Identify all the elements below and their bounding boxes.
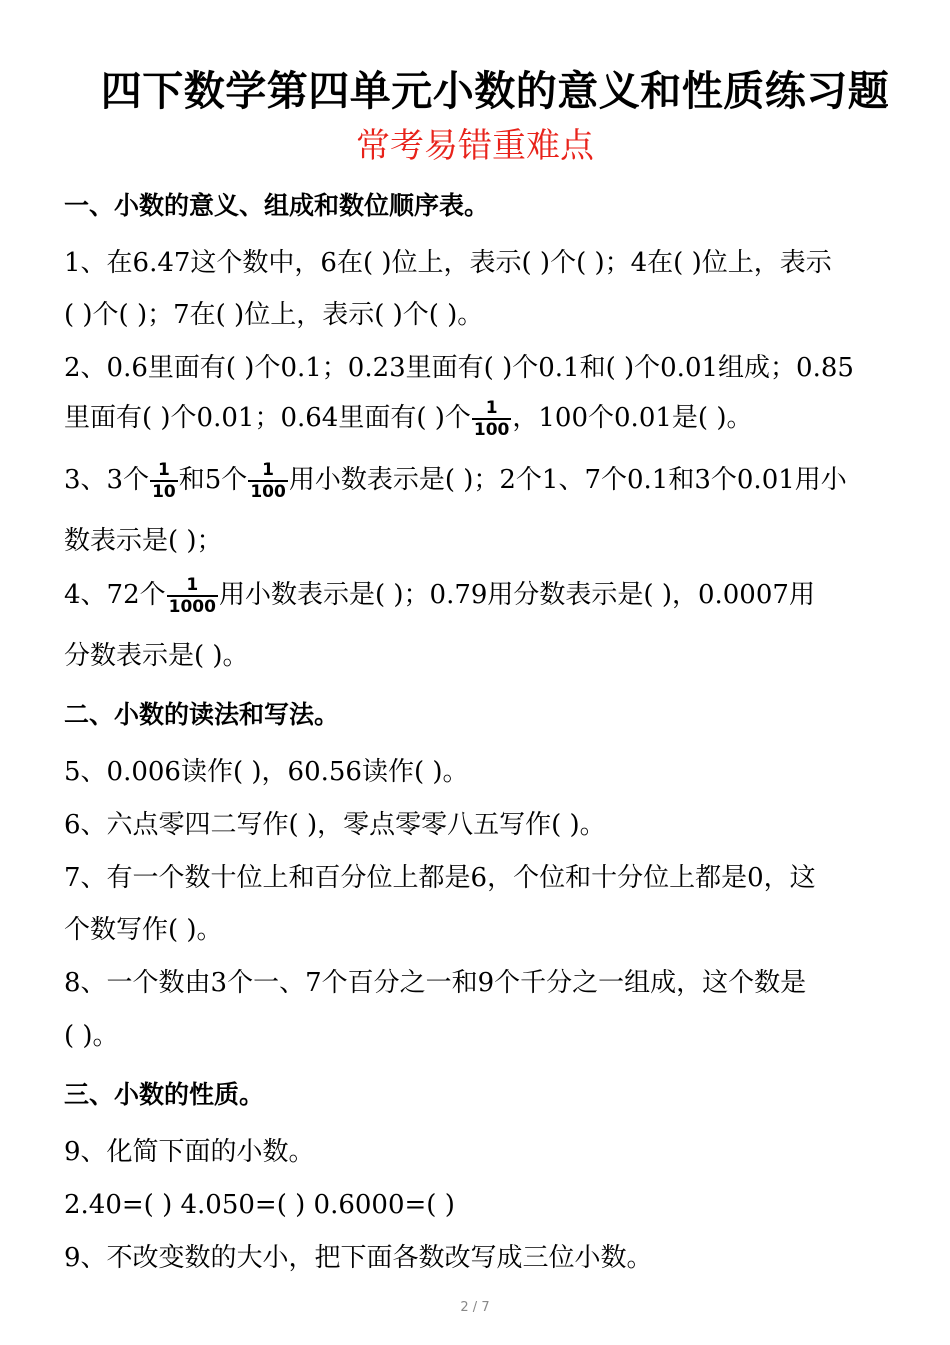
question-1-line-1: 1、在6.47这个数中，6在( )位上，表示( )个( )；4在( )位上，表示 [64,248,832,278]
question-2-line-2 [64,398,752,440]
fraction-denominator: 10 [152,482,176,502]
question-9a-items: 2.40=( ) 4.050=( ) 0.6000=( ) [64,1190,455,1220]
question-3-text-c: 用小数表示是( )；2个1、7个0.1和3个0.01用小 [288,465,847,495]
question-4-line-2: 分数表示是( )。 [64,641,249,671]
question-3-line-2: 数表示是( )； [64,526,223,556]
question-3-text-a: 3、3个 [64,465,150,495]
page-title: 四下数学第四单元小数的意义和性质练习题 [100,67,890,115]
question-2-text-a: 里面有( )个0.01；0.64里面有( )个 [64,403,471,433]
question-3-text-b: 和5个 [178,465,248,495]
fraction-denominator: 100 [250,482,286,502]
question-2-text-b: ，100个0.01是( )。 [512,403,753,433]
question-1-line-2: ( )个( )；7在( )位上，表示( )个( )。 [64,300,484,330]
question-7-line-2: 个数写作( )。 [64,915,223,945]
question-4-text-b: 用小数表示是( )；0.79用分数表示是( )，0.0007用 [218,580,815,610]
page-number: 2 / 7 [460,1300,490,1315]
question-2-line-1: 2、0.6里面有( )个0.1；0.23里面有( )个0.1和( )个0.01组成；0.85 [64,353,854,383]
question-5: 5、0.006读作( )，60.56读作( )。 [64,757,469,787]
section-heading-3: 三、小数的性质。 [64,1080,265,1109]
question-9a: 9、化简下面的小数。 [64,1137,315,1167]
question-8-line-1: 8、一个数由3个一、7个百分之一和9个千分之一组成，这个数是 [64,968,807,998]
question-4-text-a: 4、72个 [64,580,166,610]
fraction-denominator: 100 [473,420,510,440]
fraction-numerator: 1 [158,460,170,480]
fraction-numerator: 1 [186,575,199,595]
section-heading-1: 一、小数的意义、组成和数位顺序表。 [64,191,490,220]
question-9b: 9、不改变数的大小，把下面各数改写成三位小数。 [64,1243,653,1273]
section-heading-2: 二、小数的读法和写法。 [64,700,340,729]
fraction [248,460,288,502]
question-8-line-2: ( )。 [64,1021,119,1051]
page-subtitle: 常考易错重难点 [356,126,594,166]
question-4-line-1 [64,575,815,617]
fraction [150,460,178,502]
fraction [167,575,218,617]
fraction [472,398,512,440]
fraction-numerator: 1 [262,460,274,480]
fraction-denominator: 1000 [168,597,216,617]
question-7-line-1: 7、有一个数十位上和百分位上都是6，个位和十分位上都是0，这 [64,863,816,893]
question-6: 6、六点零四二写作( )，零点零零八五写作( )。 [64,810,606,840]
fraction-numerator: 1 [485,398,498,418]
question-3-line-1 [64,460,847,502]
